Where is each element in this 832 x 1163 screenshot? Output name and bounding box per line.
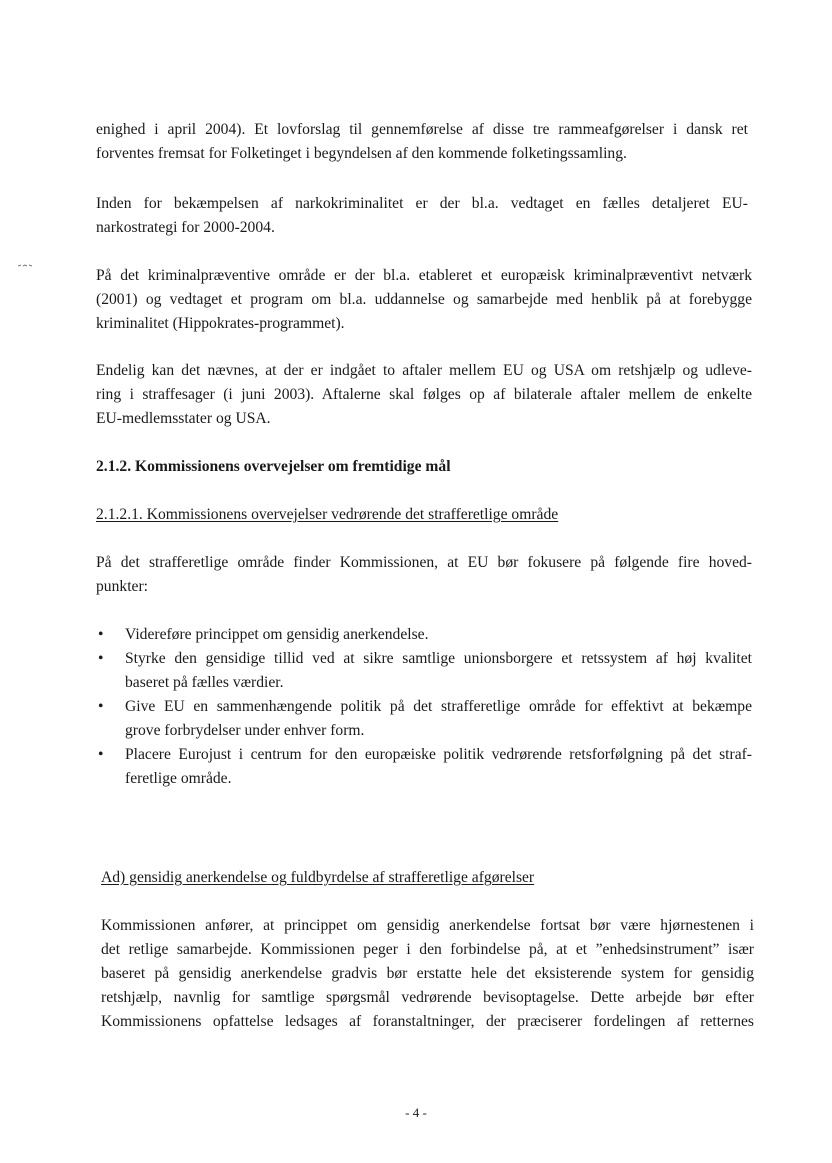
text-line: det retlige samarbejde. Kommissionen peger i den forbindelse på, at et ”enhedsinstrument” især <box>101 941 754 958</box>
text-line: Inden for bekæmpelsen af narkokriminalitet er der bl.a. vedtaget en fælles detaljeret EU- <box>96 195 748 212</box>
bullet-icon: • <box>98 650 104 667</box>
subsection-heading: 2.1.2.1. Kommissionens overvejelser vedrørende det strafferetlige område <box>96 506 559 523</box>
text-line: baseret på fælles værdier. <box>125 674 284 691</box>
text-line: Endelig kan det nævnes, at der er indgået to aftaler mellem EU og USA om retshjælp og udleve- <box>96 362 752 379</box>
text-line: enighed i april 2004). Et lovforslag til gennemførelse af disse tre rammeafgørelser i dansk ret <box>96 121 748 138</box>
text-line: Placere Eurojust i centrum for den europæiske politik vedrørende retsforfølgning på det straf- <box>125 746 752 763</box>
paragraph-intro <box>96 551 752 599</box>
paragraph-gensidig-anerkendelse <box>101 914 754 1034</box>
ad-heading: Ad) gensidig anerkendelse og fuldbyrdelse af strafferetlige afgørelser <box>101 869 535 886</box>
list-item <box>98 623 752 647</box>
text-line: Styrke den gensidige tillid ved at sikre samtlige unionsborgere et retssystem af høj kvalitet <box>125 650 752 667</box>
text-line: EU-medlemsstater og USA. <box>96 410 271 427</box>
bullet-icon: • <box>98 626 104 643</box>
text-line: grove forbrydelser under enhver form. <box>125 722 365 739</box>
list-item <box>98 647 752 695</box>
text-line: ring i straffesager (i juni 2003). Aftalerne skal følges op af bilaterale aftaler mellem de enkelte <box>96 386 752 403</box>
list-item <box>98 743 752 791</box>
text-line: Videreføre princippet om gensidig anerkendelse. <box>125 626 429 643</box>
text-line: baseret på gensidig anerkendelse gradvis bør erstatte hele det eksisterende system for gensidig <box>101 965 754 982</box>
list-item <box>98 695 752 743</box>
paragraph-aftaler-usa <box>96 359 752 431</box>
text-line: Give EU en sammenhængende politik på det strafferetlige område for effektivt at bekæmpe <box>125 698 752 715</box>
paragraph-narkokriminalitet <box>96 192 748 240</box>
page-number: - 4 - <box>405 1105 427 1120</box>
paragraph-kriminalpraeventive <box>96 264 752 336</box>
text-line: punkter: <box>96 578 148 595</box>
paragraph-lovforslag <box>96 118 748 166</box>
section-heading: 2.1.2. Kommissionens overvejelser om fremtidige mål <box>96 458 451 475</box>
text-line: narkostrategi for 2000-2004. <box>96 219 275 236</box>
text-line: kriminalitet (Hippokrates-programmet). <box>96 315 345 332</box>
text-line: På det kriminalpræventive område er der bl.a. etableret et europæisk kriminalpræventivt netværk <box>96 267 752 284</box>
text-line: forventes fremsat for Folketinget i begyndelsen af den kommende folketingssamling. <box>96 145 627 162</box>
text-line: På det strafferetlige område finder Kommissionen, at EU bør fokusere på følgende fire hoved- <box>96 554 752 571</box>
text-line: Kommissionens opfattelse ledsages af foranstaltninger, der præciserer fordelingen af retternes <box>101 1013 754 1030</box>
text-line: feretlige område. <box>125 770 232 787</box>
text-line: (2001) og vedtaget et program om bl.a. uddannelse og samarbejde med henblik på at forebygge <box>96 291 752 308</box>
bullet-list <box>98 623 752 791</box>
text-line: Kommissionen anfører, at princippet om gensidig anerkendelse fortsat bør være hjørnestenen i <box>101 917 754 934</box>
text-line: retshjælp, navnlig for samtlige spørgsmål vedrørende bevisoptagelse. Dette arbejde bør efter <box>101 989 754 1006</box>
bullet-icon: • <box>98 746 104 763</box>
scan-speck <box>18 264 32 267</box>
bullet-icon: • <box>98 698 104 715</box>
